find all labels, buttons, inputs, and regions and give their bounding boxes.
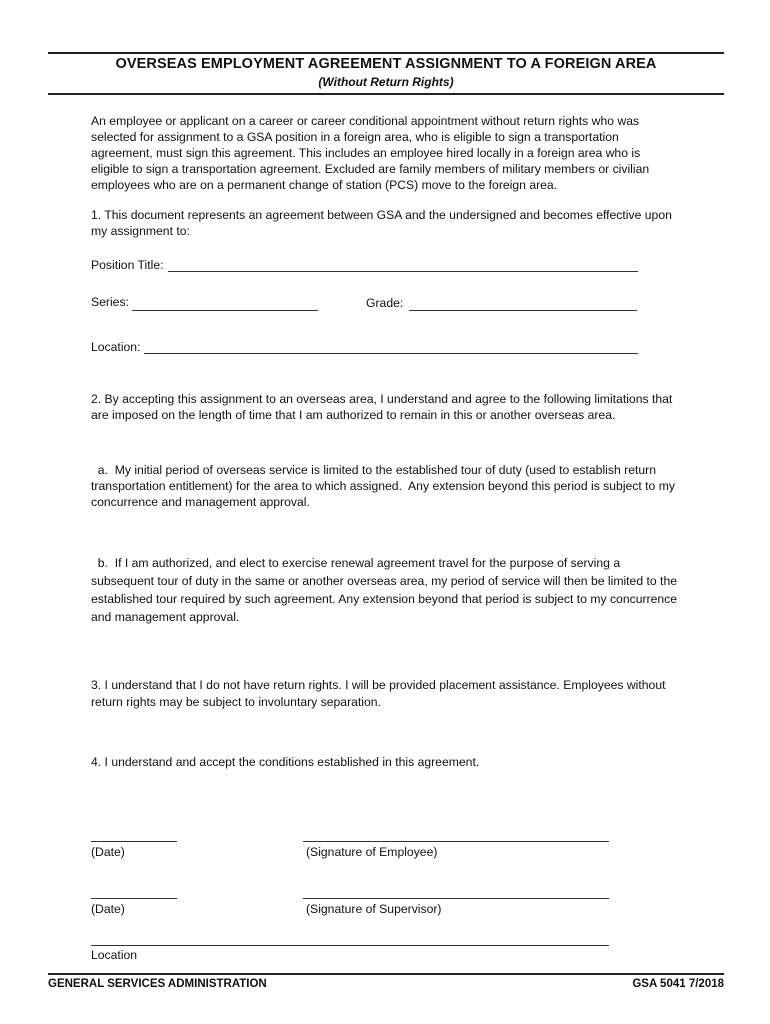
employee-signature-line[interactable] <box>303 841 609 842</box>
item-1-paragraph: 1. This document represents an agreement between GSA and the undersigned and becomes effective upon my assignment to: <box>91 208 672 238</box>
signature-location-field[interactable] <box>91 945 609 946</box>
location-label: Location: <box>91 340 141 354</box>
form-subtitle: (Without Return Rights) <box>318 75 454 89</box>
item-2-paragraph: 2. By accepting this assignment to an overseas area, I understand and agree to the following limitations that are imposed on the length of time that I am authorized to remain in this or another overseas area. <box>91 392 673 422</box>
supervisor-signature-line[interactable] <box>303 898 609 899</box>
item-3-paragraph: 3. I understand that I do not have return rights. I will be provided placement assistance. Employees without return rights may be subject to involuntary separation. <box>91 678 666 709</box>
footer-rule <box>48 973 724 975</box>
grade-label: Grade: <box>366 296 404 310</box>
intro-paragraph: An employee or applicant on a career or career conditional appointment without return rights who was selected for assignment to a GSA position in a foreign area, who is eligible to sign a transportation agreement, must sign this agreement. This includes an employee hired locally in a foreign area who is eligible to sign a transportation agreement. Excluded are family members of military members or civilian employees who are on a permanent change of station (PCS) move to the foreign area. <box>91 114 650 192</box>
signature-location-label: Location <box>91 948 138 962</box>
date-label-2: (Date) <box>91 902 125 916</box>
date-label-1: (Date) <box>91 845 125 859</box>
footer-form-id: GSA 5041 7/2018 <box>632 978 724 990</box>
item-4-paragraph: 4. I understand and accept the conditions established in this agreement. <box>91 755 480 769</box>
item-2a-paragraph: a. My initial period of overseas service is limited to the established tour of duty (used to establish return transportation entitlement) for the area to which assigned. Any extension beyond this period is subject to my concurrence and management approval. <box>91 463 679 509</box>
location-field[interactable] <box>144 353 638 354</box>
employee-signature-label: (Signature of Employee) <box>306 845 438 859</box>
form-title: OVERSEAS EMPLOYMENT AGREEMENT ASSIGNMENT TO A FOREIGN AREA <box>115 56 657 72</box>
position-title-field[interactable] <box>168 271 638 272</box>
top-rule <box>48 52 724 54</box>
position-title-label: Position Title: <box>91 258 164 272</box>
date-line-2[interactable] <box>91 898 177 899</box>
header-bottom-rule <box>48 93 724 95</box>
series-field[interactable] <box>132 310 318 311</box>
grade-field[interactable] <box>409 310 637 311</box>
supervisor-signature-label: (Signature of Supervisor) <box>306 902 442 916</box>
date-line-1[interactable] <box>91 841 177 842</box>
item-2b-paragraph: b. If I am authorized, and elect to exercise renewal agreement travel for the purpose of serving a subsequent tour of duty in the same or another overseas area, my period of service will then be limited to the established tour required by such agreement. Any extension beyond that period is subject to my concurrence and management approval. <box>91 556 681 624</box>
series-label: Series: <box>91 295 129 309</box>
footer-agency: GENERAL SERVICES ADMINISTRATION <box>48 978 267 990</box>
